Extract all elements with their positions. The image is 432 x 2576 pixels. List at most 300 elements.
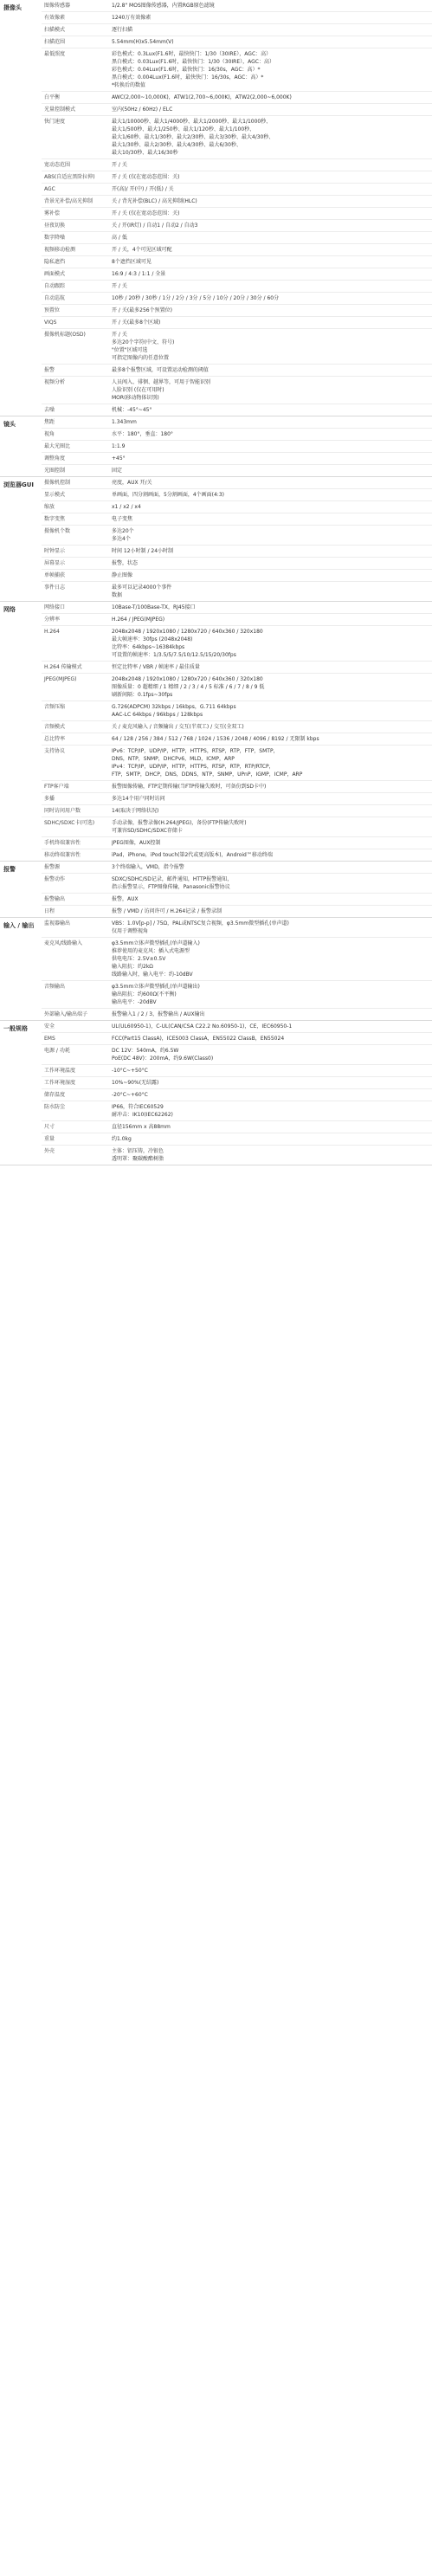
spec-values (109, 208, 432, 219)
spec-values (109, 92, 432, 103)
section-title: 一般规格 (3, 1025, 28, 1032)
spec-value-line: 黑白模式：0.03Lux(F1.6时，最快快门：1/30（30IRE），AGC：高） (112, 59, 274, 65)
spec-value-line: +45° (112, 455, 126, 462)
spec-value-line: 多达20个字符(中文、符号) (112, 339, 175, 345)
spec-section (0, 1021, 432, 1165)
spec-value-line: 2048x2048 / 1920x1080 / 1280x720 / 640x360 / 320x180 (112, 676, 263, 682)
spec-label: 扫描范围 (44, 39, 66, 45)
spec-label: 背景光补偿/高光抑制 (44, 198, 93, 204)
spec-value-line: SDXC/SDHC/SD记录，邮件通知，HTTP报警通知， (112, 876, 233, 882)
spec-values (109, 404, 432, 416)
spec-values (109, 981, 432, 1008)
spec-label: H.264 (44, 629, 60, 635)
spec-label: 摄像机个数 (44, 528, 71, 534)
spec-label: 有效像素 (44, 15, 66, 21)
section-body (42, 862, 432, 917)
spec-row (42, 428, 432, 440)
spec-label: 网络接口 (44, 604, 66, 610)
spec-values (109, 24, 432, 36)
spec-label: 白平衡 (44, 94, 61, 100)
spec-value-line: 开 / 关 (112, 162, 127, 168)
spec-value-line: 单画面，四分割画面，5分割画面，4个画面(4:3) (112, 492, 224, 498)
spec-row (42, 1044, 432, 1064)
spec-label: 最大光圈比 (44, 443, 71, 449)
spec-value-line: 人脸识别 (仅在可用时) (112, 387, 164, 393)
spec-label: 数字变焦 (44, 516, 66, 522)
spec-value-line: FCC(Part15 ClassA)，ICES003 ClassA，EN55022 ClassB，EN55024 (112, 1036, 285, 1042)
section-body (42, 477, 432, 601)
section-title: 摄像头 (3, 4, 22, 11)
spec-values (109, 293, 432, 304)
spec-row (42, 500, 432, 513)
spec-value-line: 黑白模式：0.004Lux(F1.6时，最快快门：16/30s，AGC：高）* (112, 74, 264, 81)
spec-value-line: IP66，符合IEC60529 (112, 1104, 164, 1110)
spec-row (42, 581, 432, 601)
spec-value-line: iPad，iPhone，iPod touch(第2代或更高版本)，Android™移动终端 (112, 852, 273, 858)
spec-values (109, 220, 432, 231)
spec-value-line: 时间 12小时制 / 24小时制 (112, 548, 174, 554)
spec-values (109, 0, 432, 11)
spec-row (42, 376, 432, 404)
spec-value-line: 水平：180°，垂直：180° (112, 431, 173, 437)
spec-label: ABS(自适应黑阶拉伸) (44, 174, 95, 180)
spec-row (42, 91, 432, 103)
spec-label: 自动跟踪 (44, 283, 66, 289)
spec-row (42, 316, 432, 328)
spec-value-line: 亮度，AUX 开/关 (112, 480, 152, 486)
spec-value-line: 最大1/500秒、最大1/250秒、最大1/120秒、最大1/100秒、 (112, 126, 255, 132)
spec-values (109, 1089, 432, 1101)
spec-values (109, 614, 432, 625)
spec-row (42, 849, 432, 861)
spec-values (109, 662, 432, 673)
spec-value-line: 1240万有效像素 (112, 15, 152, 21)
spec-value-line: 耐冲击：IK10(IEC62262) (112, 1112, 173, 1118)
spec-label: 多播 (44, 796, 55, 802)
spec-values (109, 837, 432, 849)
spec-value-line: 室内(50Hz / 60Hz) / ELC (112, 107, 173, 113)
spec-value-line: 透明罩：聚碳酸酯树脂 (112, 1156, 164, 1162)
spec-row (42, 673, 432, 700)
spec-label: JPEG(MJPEG) (44, 676, 77, 682)
spec-values (109, 918, 432, 937)
spec-value-line: 刷新间隔：0.1fps~30fps (112, 692, 173, 698)
spec-value-line: 1.343mm (112, 419, 137, 425)
spec-values (109, 12, 432, 23)
spec-row (42, 602, 432, 613)
spec-values (109, 805, 432, 817)
spec-value-line: 报警 / VMD / 访问许可 / H.264记录 / 报警录制 (112, 908, 222, 914)
spec-value-line: x1 / x2 / x4 (112, 504, 141, 510)
spec-value-line: 可指定图像内的任意位置 (112, 355, 170, 361)
spec-value-line: 输出阻抗：约600Ω(不平衡) (112, 991, 177, 997)
spec-value-line: 直径156mm x 高88mm (112, 1124, 171, 1130)
spec-row (42, 661, 432, 673)
spec-value-line: 开 / 关 (仅在宽动态范围：关) (112, 174, 180, 180)
spec-label: 焦距 (44, 419, 55, 425)
spec-values (109, 817, 432, 836)
spec-values (109, 1146, 432, 1165)
spec-row (42, 464, 432, 476)
spec-label: 快门速度 (44, 119, 66, 125)
spec-label: H.264 传输模式 (44, 664, 82, 670)
spec-row (42, 328, 432, 364)
spec-label: AGC (44, 186, 55, 192)
spec-value-line: IPv4：TCP/IP，UDP/IP，HTTP，HTTPS，RTSP，RTP，RTP/RTCP， (112, 764, 274, 770)
spec-label: 摄像机标题(OSD) (44, 332, 86, 338)
spec-label: 视角 (44, 431, 55, 437)
spec-value-line: 2048x2048 / 1920x1080 / 1280x720 / 640x360 / 320x180 (112, 629, 263, 635)
spec-values (109, 36, 432, 48)
spec-value-line: 10秒 / 20秒 / 30秒 / 1分 / 2分 / 3分 / 5分 / 10分 / 20分 / 30分 / 60分 (112, 295, 280, 301)
spec-values (109, 1009, 432, 1020)
spec-row (42, 937, 432, 980)
spec-row (42, 569, 432, 581)
spec-value-line: 多达4个 (112, 536, 131, 542)
spec-value-line: AAC-LC 64kbps / 96kbps / 128kbps (112, 712, 203, 718)
spec-value-line: 14(取决于网络状况) (112, 808, 159, 814)
spec-value-line: 64 / 128 / 256 / 384 / 512 / 768 / 1024 / 1536 / 2048 / 4096 / 8192 / 无限制 kbps (112, 736, 319, 742)
spec-section (0, 602, 432, 862)
spec-row (42, 452, 432, 464)
spec-section (0, 918, 432, 1021)
section-body (42, 602, 432, 861)
spec-value-line: UL(UL60950-1)，C-UL(CAN/CSA C22.2 No.60950-1)，CE，IEC60950-1 (112, 1023, 293, 1030)
spec-values (109, 429, 432, 440)
spec-row (42, 1133, 432, 1145)
spec-value-line: 固定 (112, 468, 123, 474)
spec-values (109, 1033, 432, 1044)
spec-values (109, 1121, 432, 1133)
spec-value-line: 恒定比特率 / VBR / 帧速率 / 最佳质量 (112, 664, 200, 670)
spec-section (0, 862, 432, 918)
spec-label: 支持协议 (44, 748, 66, 754)
spec-label: 防水防尘 (44, 1104, 66, 1110)
spec-value-line: AWC(2,000~10,000K)，ATW1(2,700~6,000K)，ATW2(2,000~6,000K) (112, 94, 292, 100)
section-body (42, 0, 432, 416)
spec-label: 报警输出 (44, 896, 66, 902)
spec-value-line: 报警，状态 (112, 560, 139, 566)
spec-values (109, 546, 432, 557)
spec-label: EMS (44, 1036, 55, 1042)
spec-label: 外壳 (44, 1148, 55, 1154)
spec-value-line: 可兼容SD/SDHC/SDXC存储卡 (112, 828, 183, 834)
spec-label: 尺寸 (44, 1124, 55, 1130)
spec-row (42, 255, 432, 268)
spec-values (109, 48, 432, 91)
spec-value-line: 彩色模式：0.3Lux(F1.6时，最快快门：1/30（30IRE），AGC：高） (112, 51, 272, 57)
spec-value-line: 最大1/60秒、最大1/30秒、最大2/30秒、最大3/30秒、最大4/30秒、 (112, 134, 274, 140)
spec-value-line: 比特率：64kbps~16384kbps (112, 644, 185, 650)
spec-value-line: 最大帧速率：30fps (2048x2048) (112, 636, 193, 642)
spec-values (109, 746, 432, 780)
spec-value-line: 供电电压：2.5V±0.5V (112, 956, 166, 962)
spec-label: 屏幕显示 (44, 560, 66, 566)
spec-label: 麦克风/线路输入 (44, 940, 83, 946)
spec-label: 手机终端兼容性 (44, 840, 81, 846)
spec-values (109, 894, 432, 905)
section-body (42, 416, 432, 476)
spec-values (109, 171, 432, 183)
spec-value-line: -10°C~+50°C (112, 1068, 148, 1074)
spec-label: 光圈控制 (44, 468, 66, 474)
spec-label: FTP客户端 (44, 784, 69, 790)
spec-row (42, 1008, 432, 1020)
spec-row (42, 1145, 432, 1165)
spec-label: 扫描模式 (44, 27, 66, 33)
section-body (42, 1021, 432, 1165)
spec-row (42, 0, 432, 11)
spec-label: 报警动作 (44, 876, 66, 882)
spec-value-line: 关 / 开(IR灯) / 自动1 / 自动2 / 自动3 (112, 223, 198, 229)
spec-row (42, 918, 432, 937)
spec-value-line: VBS：1.0V[p-p] / 75Ω，PAL或NTSC复合视频，φ3.5mm微型插孔(单声道) (112, 920, 289, 926)
spec-row (42, 11, 432, 23)
spec-row (42, 525, 432, 545)
spec-section (0, 0, 432, 416)
spec-value-line: 开 / 关 (112, 332, 127, 338)
spec-label: 分辨率 (44, 617, 61, 623)
spec-label: 音频模式 (44, 724, 66, 730)
spec-row (42, 557, 432, 569)
spec-values (109, 477, 432, 488)
spec-values (109, 305, 432, 316)
spec-row (42, 1076, 432, 1088)
spec-row (42, 1101, 432, 1120)
spec-values (109, 781, 432, 792)
spec-row (42, 873, 432, 893)
spec-value-line: 推荐使用的麦克风：插入式电源型 (112, 948, 190, 954)
spec-label: 电源 / 功耗 (44, 1048, 70, 1054)
spec-row (42, 720, 432, 733)
spec-row (42, 1032, 432, 1044)
spec-value-line: 可设置的帧速率：1/3.5/5/7.5/10/12.5/15/20/30fps (112, 652, 236, 658)
spec-values (109, 701, 432, 720)
spec-value-line: 逐行扫描 (112, 27, 133, 33)
spec-row (42, 304, 432, 316)
spec-values (109, 526, 432, 545)
spec-values (109, 184, 432, 195)
spec-values (109, 453, 432, 464)
spec-label: 音频输出 (44, 984, 66, 990)
spec-values (109, 513, 432, 525)
spec-values (109, 317, 432, 328)
spec-label: 数字降噪 (44, 235, 66, 241)
spec-values (109, 721, 432, 733)
spec-value-line: 开 / 关 (仅在宽动态范围：关) (112, 210, 180, 216)
spec-row (42, 893, 432, 905)
spec-values (109, 602, 432, 613)
spec-label: 摄像机控制 (44, 480, 71, 486)
spec-value-line: 报警图像传输，FTP定期传输(当FTP传输失败时，可备份到SD卡中) (112, 784, 267, 790)
section-body (42, 918, 432, 1020)
spec-values (109, 377, 432, 404)
spec-label: 报警源 (44, 864, 61, 870)
spec-row (42, 862, 432, 873)
spec-row (42, 23, 432, 36)
spec-values (109, 489, 432, 500)
spec-values (109, 281, 432, 292)
spec-row (42, 545, 432, 557)
spec-value-line: MOR(移动物体识别) (112, 395, 159, 401)
section-title: 镜头 (3, 421, 16, 428)
spec-value-line: H.264 / JPEG(MJPEG) (112, 617, 165, 623)
spec-row (42, 231, 432, 243)
spec-section (0, 416, 432, 477)
spec-values (109, 862, 432, 873)
spec-section (0, 477, 432, 602)
spec-label: 重量 (44, 1136, 55, 1142)
spec-value-line: 图像质量：0 超精细 / 1 精细 / 2 / 3 / 4 / 5 标准 / 6 / 7 / 8 / 9 低 (112, 684, 265, 690)
spec-value-line: 输入阻抗：约2kΩ (112, 964, 153, 970)
spec-row (42, 792, 432, 804)
spec-value-line: 多达20个 (112, 528, 134, 534)
section-title: 网络 (3, 606, 16, 613)
spec-value-line: 开 / 关，4个可见区域可配 (112, 247, 172, 253)
spec-label: 调整角度 (44, 455, 66, 462)
spec-value-line: 彩色模式：0.04Lux(F1.6时，最快快门：16/30s，AGC：高）* (112, 67, 261, 73)
spec-row (42, 1120, 432, 1133)
spec-values (109, 582, 432, 601)
spec-row (42, 48, 432, 91)
spec-value-line: -20°C~+60°C (112, 1092, 148, 1098)
spec-label: 去噪 (44, 407, 55, 413)
spec-row (42, 804, 432, 817)
spec-label: 隐私遮挡 (44, 259, 66, 265)
spec-values (109, 558, 432, 569)
spec-label: 显示模式 (44, 492, 66, 498)
spec-row (42, 158, 432, 171)
spec-value-line: 静止图像 (112, 572, 133, 578)
spec-values (109, 501, 432, 513)
spec-value-line: JPEG图像，AUX控制 (112, 840, 161, 846)
spec-label: 音频压缩 (44, 704, 66, 710)
spec-value-line: 8个遮挡区域可见 (112, 259, 152, 265)
spec-values (109, 938, 432, 980)
spec-value-line: 数据 (112, 592, 123, 598)
spec-row (42, 207, 432, 219)
spec-values (109, 1021, 432, 1032)
spec-value-line: 仅用于调整视角 (112, 928, 149, 934)
spec-row (42, 625, 432, 661)
spec-value-line: 最大10/30秒、最大16/30秒 (112, 150, 178, 156)
spec-value-line: φ3.5mm立体声微型插孔(单声道输出) (112, 984, 200, 990)
spec-value-line: PoE(DC 48V)：200mA，约9.6W(Class0) (112, 1056, 214, 1062)
spec-label: 时钟显示 (44, 548, 66, 554)
spec-value-line: 16:9 / 4:3 / 1:1 / 全景 (112, 271, 166, 277)
spec-value-line: 报警，AUX (112, 896, 139, 902)
spec-value-line: 最多8个报警区域，可设置运动检测的阈值 (112, 367, 209, 373)
spec-value-line: IPv6：TCP/IP，UDP/IP，HTTP，HTTPS，RTSP，RTP，FTP，SMTP， (112, 748, 279, 754)
spec-label: 外部输入/输出端子 (44, 1011, 88, 1017)
spec-row (42, 1021, 432, 1032)
spec-value-line: φ3.5mm立体声微型插孔(单声道输入) (112, 940, 200, 946)
spec-value-line: 约1.0kg (112, 1136, 132, 1142)
spec-label: 总比特率 (44, 736, 66, 742)
spec-values (109, 232, 432, 243)
spec-row (42, 404, 432, 416)
spec-label: 最低照度 (44, 51, 66, 57)
spec-value-line: 输出电平：-20dBV (112, 999, 157, 1005)
spec-row (42, 183, 432, 195)
spec-row (42, 1064, 432, 1076)
spec-value-line: G.726(ADPCM) 32kbps / 16kbps，G.711 64kbps (112, 704, 236, 710)
spec-row (42, 488, 432, 500)
spec-value-line: FTP，SMTP，DHCP，DNS，DDNS，NTP，SNMP，UPnP，IGMP，ICMP，ARP (112, 772, 303, 778)
spec-value-line: 线路输入时，输入电平：约-10dBV (112, 972, 193, 978)
spec-values (109, 570, 432, 581)
spec-value-line: 3个终端输入，VMD，指令报警 (112, 864, 184, 870)
spec-value-line: 最多可以记录4000个事件 (112, 584, 172, 591)
spec-value-line: 报警输入1 / 2 / 3，报警输出 / AUX输出 (112, 1011, 205, 1017)
spec-value-line: DNS，NTP，SNMP，DHCPv6，MLD，ICMP，ARP (112, 756, 235, 762)
spec-label: SDHC/SDXC卡(可选) (44, 820, 95, 826)
spec-values (109, 441, 432, 452)
spec-values (109, 196, 432, 207)
spec-row (42, 103, 432, 115)
spec-label: 报警 (44, 367, 55, 373)
spec-label: 日程 (44, 908, 55, 914)
spec-row (42, 292, 432, 304)
spec-row (42, 905, 432, 917)
spec-label: 事件日志 (44, 584, 66, 591)
spec-row (42, 171, 432, 183)
spec-values (109, 1065, 432, 1076)
spec-values (109, 626, 432, 661)
spec-row (42, 268, 432, 280)
spec-row (42, 219, 432, 231)
spec-label: 画面模式 (44, 271, 66, 277)
spec-label: 光量控制模式 (44, 107, 76, 113)
spec-label: 昼夜切换 (44, 223, 66, 229)
spec-label: 监视器输出 (44, 920, 71, 926)
spec-row (42, 836, 432, 849)
spec-label: 移动终端兼容性 (44, 852, 81, 858)
spec-row (42, 780, 432, 792)
spec-label: 预置位 (44, 307, 61, 313)
spec-label: 同时访问用户数 (44, 808, 81, 814)
spec-label: 雾补偿 (44, 210, 61, 216)
spec-row (42, 280, 432, 292)
spec-value-line: 开(高)/ 开(中) / 开(低) / 关 (112, 186, 174, 192)
spec-row (42, 733, 432, 745)
spec-values (109, 1101, 432, 1120)
spec-value-line: 关 / 麦克风输入 / 音频输出 / 交互(半双工) / 交互(全双工) (112, 724, 244, 730)
spec-value-line: DC 12V：540mA，约6.5W (112, 1048, 179, 1054)
spec-value-line: 1:1.9 (112, 443, 126, 449)
spec-value-line: 1/2.8" MOS图像传感器，内置RGB原色滤镜 (112, 3, 215, 9)
spec-value-line: *转换后的数值 (112, 82, 146, 88)
spec-label: 单帧捕获 (44, 572, 66, 578)
spec-label: 储存温度 (44, 1092, 66, 1098)
spec-values (109, 329, 432, 364)
spec-values (109, 365, 432, 376)
spec-value-line: 10Base-T/100Base-TX，RJ45接口 (112, 604, 196, 610)
spec-values (109, 1133, 432, 1145)
section-title: 输入 / 输出 (3, 922, 35, 929)
spec-value-line: 最大1/10000秒、最大1/4000秒、最大1/2000秒、最大1/1000秒、 (112, 119, 272, 125)
spec-value-line: 电子变焦 (112, 516, 133, 522)
spec-row (42, 745, 432, 780)
spec-row (42, 513, 432, 525)
spec-value-line: 开 / 关(最多256个预置位) (112, 307, 172, 313)
spec-label: 视频移动检测 (44, 247, 76, 253)
spec-label: VIQS (44, 320, 57, 326)
spec-row (42, 416, 432, 428)
spec-values (109, 465, 432, 476)
spec-values (109, 793, 432, 804)
spec-values (109, 268, 432, 280)
